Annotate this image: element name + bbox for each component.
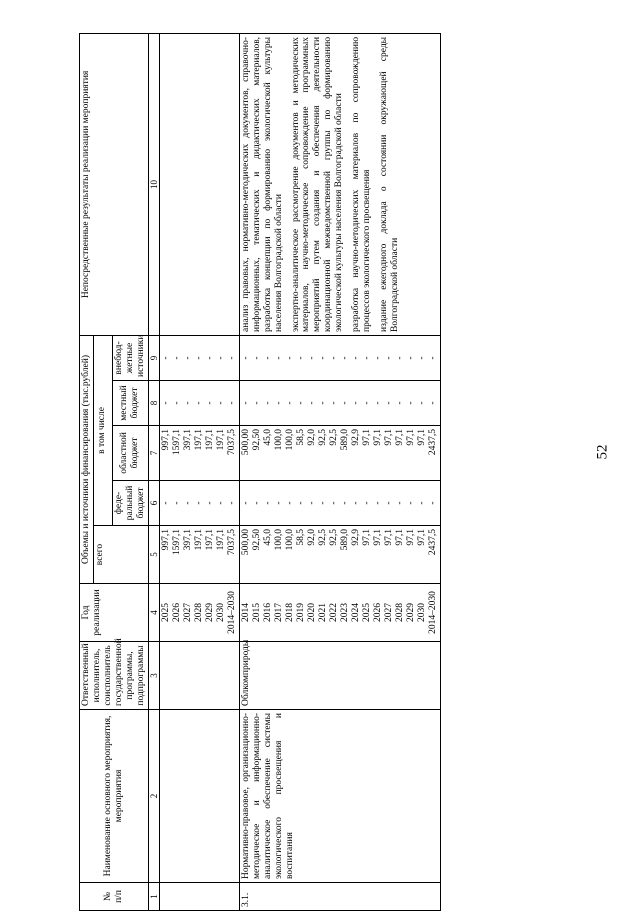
total-list <box>159 526 239 584</box>
local-list <box>239 381 440 426</box>
header-total: всего <box>93 526 148 584</box>
cell-value: 45,0 <box>262 529 273 546</box>
regional-list <box>159 426 239 481</box>
cell-value: 2022 <box>328 603 339 622</box>
cell-value: 589,0 <box>339 529 350 551</box>
cell-value: - <box>317 501 328 505</box>
cell-value: 92,0 <box>306 429 317 446</box>
cell-value: - <box>383 501 394 505</box>
cell-value: - <box>204 501 215 505</box>
cell-value: 2025 <box>160 603 171 622</box>
regional-list <box>239 426 440 481</box>
cell-value: - <box>182 401 193 405</box>
cell-value: - <box>262 501 273 505</box>
cell-value: 100,0 <box>273 529 284 551</box>
cell-value: - <box>240 401 251 405</box>
cell-value: 92,5 <box>317 429 328 446</box>
cell-value: - <box>284 501 295 505</box>
cell-value: 97,1 <box>394 429 405 446</box>
col-number: 3 <box>148 642 159 710</box>
page-number: 52 <box>594 444 611 460</box>
cell-value: 197,1 <box>215 429 226 451</box>
total-list <box>239 526 440 584</box>
cell-value: 97,1 <box>416 429 427 446</box>
header-results: Непосредственные результаты реализации мероприятия <box>80 33 149 335</box>
cell-value: 997,1 <box>160 529 171 551</box>
cell-value: - <box>328 401 339 405</box>
cell-value: - <box>350 501 361 505</box>
cell-value: - <box>273 401 284 405</box>
cell-value: 2029 <box>405 603 416 622</box>
col-number: 4 <box>148 584 159 642</box>
cell-value: 2023 <box>339 603 350 622</box>
years-list <box>239 584 440 642</box>
cell-value: 97,1 <box>361 529 372 546</box>
cell-value: - <box>306 401 317 405</box>
cell-value: 92,5 <box>328 429 339 446</box>
cell-value: - <box>182 501 193 505</box>
cell-value: - <box>383 401 394 405</box>
cell-value: - <box>361 356 372 360</box>
col-number: 5 <box>148 526 159 584</box>
cell-value: - <box>339 401 350 405</box>
cell-value: 2027 <box>383 603 394 622</box>
cell-value: 1597,1 <box>171 529 182 556</box>
cell-value: - <box>193 501 204 505</box>
cell-value: - <box>273 356 284 360</box>
cell-value: 92,50 <box>251 429 262 451</box>
cell-value: - <box>372 356 383 360</box>
cell-value: - <box>193 401 204 405</box>
cell-value: 2016 <box>262 603 273 622</box>
result-item: разработка научно-методических материалов по сопровождению процессов экологического просвещения <box>351 36 373 332</box>
cell-value: 397,1 <box>182 429 193 451</box>
cell-value: - <box>160 501 171 505</box>
cell-value: 58,5 <box>295 529 306 546</box>
cell-value: - <box>215 356 226 360</box>
cell-value: 2020 <box>306 603 317 622</box>
cell-value: - <box>416 401 427 405</box>
cell-value: - <box>295 356 306 360</box>
header-local: местный бюджет <box>112 381 148 426</box>
col-number: 1 <box>148 883 159 911</box>
cell-value: - <box>273 501 284 505</box>
cell-value: 7037,5 <box>226 529 237 556</box>
cell-value: - <box>317 356 328 360</box>
cell-value: - <box>226 401 237 405</box>
cell-value: 197,1 <box>204 529 215 551</box>
cell-value: - <box>193 356 204 360</box>
cell-value: 7037,5 <box>226 429 237 456</box>
cell-value: 100,0 <box>284 429 295 451</box>
header-federal: феде-ральный бюджет <box>112 481 148 526</box>
cell-value: - <box>427 356 438 360</box>
cell-value: - <box>361 401 372 405</box>
cell-value: - <box>427 501 438 505</box>
cell-value: - <box>427 401 438 405</box>
cell-value: 97,1 <box>361 429 372 446</box>
cell-value: - <box>171 356 182 360</box>
cell-value: - <box>350 401 361 405</box>
federal-list <box>159 481 239 526</box>
cell-value: 97,1 <box>372 429 383 446</box>
column-number-row <box>148 33 159 910</box>
header-name: Наименование основного мероприятия, мероприятия <box>80 710 149 883</box>
cell-value: - <box>339 356 350 360</box>
cell-value: - <box>317 401 328 405</box>
cell-value: 92,0 <box>306 529 317 546</box>
cell-value: - <box>226 501 237 505</box>
cell-value: 2014 <box>240 603 251 622</box>
cell-value: - <box>405 401 416 405</box>
cell-value: 92,5 <box>317 529 328 546</box>
cell-value: - <box>171 501 182 505</box>
cell-value: 97,1 <box>405 429 416 446</box>
col-number: 7 <box>148 426 159 481</box>
cell-value: 45,0 <box>262 429 273 446</box>
cell-value: - <box>416 501 427 505</box>
table-row-3-1 <box>239 33 440 910</box>
col-number: 10 <box>148 33 159 335</box>
cell-value: - <box>171 401 182 405</box>
cell-value: 2017 <box>273 603 284 622</box>
cell-value: 1597,1 <box>171 429 182 456</box>
cell-value: 397,1 <box>182 529 193 551</box>
cell-value: 2026 <box>171 603 182 622</box>
col-number: 9 <box>148 335 159 380</box>
cell-value: 2025 <box>361 603 372 622</box>
cell-value: - <box>306 356 317 360</box>
cell-value: 2437,5 <box>427 529 438 556</box>
cell-value: - <box>372 401 383 405</box>
cell-value: 2014–2030 <box>427 591 438 634</box>
header-executor: Ответственный исполнитель, соисполнитель государственной программы, подпрограммы <box>80 642 149 710</box>
result-item: анализ правовых, нормативно-методических документов, справочно-информационных, тематических и дидактических материалов, разработка концепции по формированию экологической культуры населения Волгоградской области <box>240 36 284 332</box>
cell-value: 97,1 <box>416 529 427 546</box>
cell-value: 197,1 <box>193 429 204 451</box>
header-regional: областной бюджет <box>112 426 148 481</box>
cell-value: 97,1 <box>383 529 394 546</box>
years-list <box>159 584 239 642</box>
cell-value: - <box>361 501 372 505</box>
cell-value: - <box>416 356 427 360</box>
cell-value: - <box>394 356 405 360</box>
activity-name: Нормативно-правовое, организационно-методическое и информационно-аналитическое обеспечение системы экологического просвещения и воспитания <box>239 710 440 883</box>
row-num: 3.1. <box>239 883 440 911</box>
cell-value: 500,00 <box>240 529 251 556</box>
offbudget-list <box>159 335 239 380</box>
cell-value: 97,1 <box>372 529 383 546</box>
cell-value: - <box>251 501 262 505</box>
cell-value: - <box>295 401 306 405</box>
rotated-table-sheet <box>79 34 553 911</box>
cell-value: - <box>262 401 273 405</box>
cell-value: - <box>160 356 171 360</box>
cell-value: - <box>204 401 215 405</box>
cell-value: - <box>372 501 383 505</box>
col-number: 2 <box>148 710 159 883</box>
executor: Облкомприроды <box>239 642 440 710</box>
cell-value: - <box>405 501 416 505</box>
cell-value: 92,9 <box>350 529 361 546</box>
cell-value: 97,1 <box>394 529 405 546</box>
cell-value: 100,0 <box>284 529 295 551</box>
header-year: Год реализации <box>80 584 149 642</box>
cell-value: 2024 <box>350 603 361 622</box>
cell-value: 2030 <box>416 603 427 622</box>
cell-value: 97,1 <box>383 429 394 446</box>
cell-value: 2018 <box>284 603 295 622</box>
program-activities-table <box>79 33 441 911</box>
col-number: 8 <box>148 381 159 426</box>
cell-value: 92,5 <box>328 529 339 546</box>
cell-value: 197,1 <box>204 429 215 451</box>
cell-value: 2028 <box>394 603 405 622</box>
cell-value: - <box>405 356 416 360</box>
cell-value: 2027 <box>182 603 193 622</box>
cell-value: 100,0 <box>273 429 284 451</box>
cell-value: 2026 <box>372 603 383 622</box>
cell-value: 997,1 <box>160 429 171 451</box>
cell-value: - <box>306 501 317 505</box>
cell-value: - <box>251 401 262 405</box>
cell-value: - <box>284 356 295 360</box>
cell-value: 2028 <box>193 603 204 622</box>
cell-value: 97,1 <box>405 529 416 546</box>
cell-value: - <box>215 401 226 405</box>
cell-value: - <box>328 501 339 505</box>
cell-value: - <box>394 401 405 405</box>
cell-value: - <box>262 356 273 360</box>
federal-list <box>239 481 440 526</box>
cell-value: 2015 <box>251 603 262 622</box>
cell-value: - <box>383 356 394 360</box>
cell-value: 197,1 <box>193 529 204 551</box>
col-number: 6 <box>148 481 159 526</box>
header-incl: в том числе <box>93 335 112 525</box>
cell-value: - <box>240 501 251 505</box>
header-offbudget: внебюд-жетные источники <box>112 335 148 380</box>
cell-value: - <box>226 356 237 360</box>
cell-value: - <box>215 501 226 505</box>
cell-value: 2030 <box>215 603 226 622</box>
cell-value: 2019 <box>295 603 306 622</box>
header-funding: Объемы и источники финансирования (тыс.рублей) <box>80 335 94 583</box>
results-cell <box>239 33 440 335</box>
cell-value: - <box>394 501 405 505</box>
cell-value: - <box>328 356 339 360</box>
cell-value: - <box>350 356 361 360</box>
cell-value: 92,50 <box>251 529 262 551</box>
cell-value: 197,1 <box>215 529 226 551</box>
cell-value: 2021 <box>317 603 328 622</box>
result-item: экспертно-аналитическое рассмотрение документов и методических материалов, научно-методическое сопровождение программных мероприятий путем создания и обеспечения деятельности координационной межведомственной группы по формированию экологической культуры населения Волгоградской области <box>290 36 345 332</box>
cell-value: - <box>204 356 215 360</box>
cell-value: - <box>160 401 171 405</box>
result-item: издание ежегодного доклада о состоянии окружающей среды Волгоградской области <box>379 36 400 332</box>
offbudget-list <box>239 335 440 380</box>
cell-value: 92,9 <box>350 429 361 446</box>
table-row-continuation <box>159 33 239 910</box>
cell-value: 589,0 <box>339 429 350 451</box>
cell-value: - <box>295 501 306 505</box>
header-num: № п/п <box>80 883 149 911</box>
cell-value: 58,5 <box>295 429 306 446</box>
cell-value: 2014–2030 <box>226 591 237 634</box>
cell-value: - <box>284 401 295 405</box>
cell-value: - <box>182 356 193 360</box>
cell-value: - <box>251 356 262 360</box>
cell-value: - <box>240 356 251 360</box>
cell-value: 2029 <box>204 603 215 622</box>
cell-value: 500,00 <box>240 429 251 456</box>
cell-value: 2437,5 <box>427 429 438 456</box>
local-list <box>159 381 239 426</box>
cell-value: - <box>339 501 350 505</box>
